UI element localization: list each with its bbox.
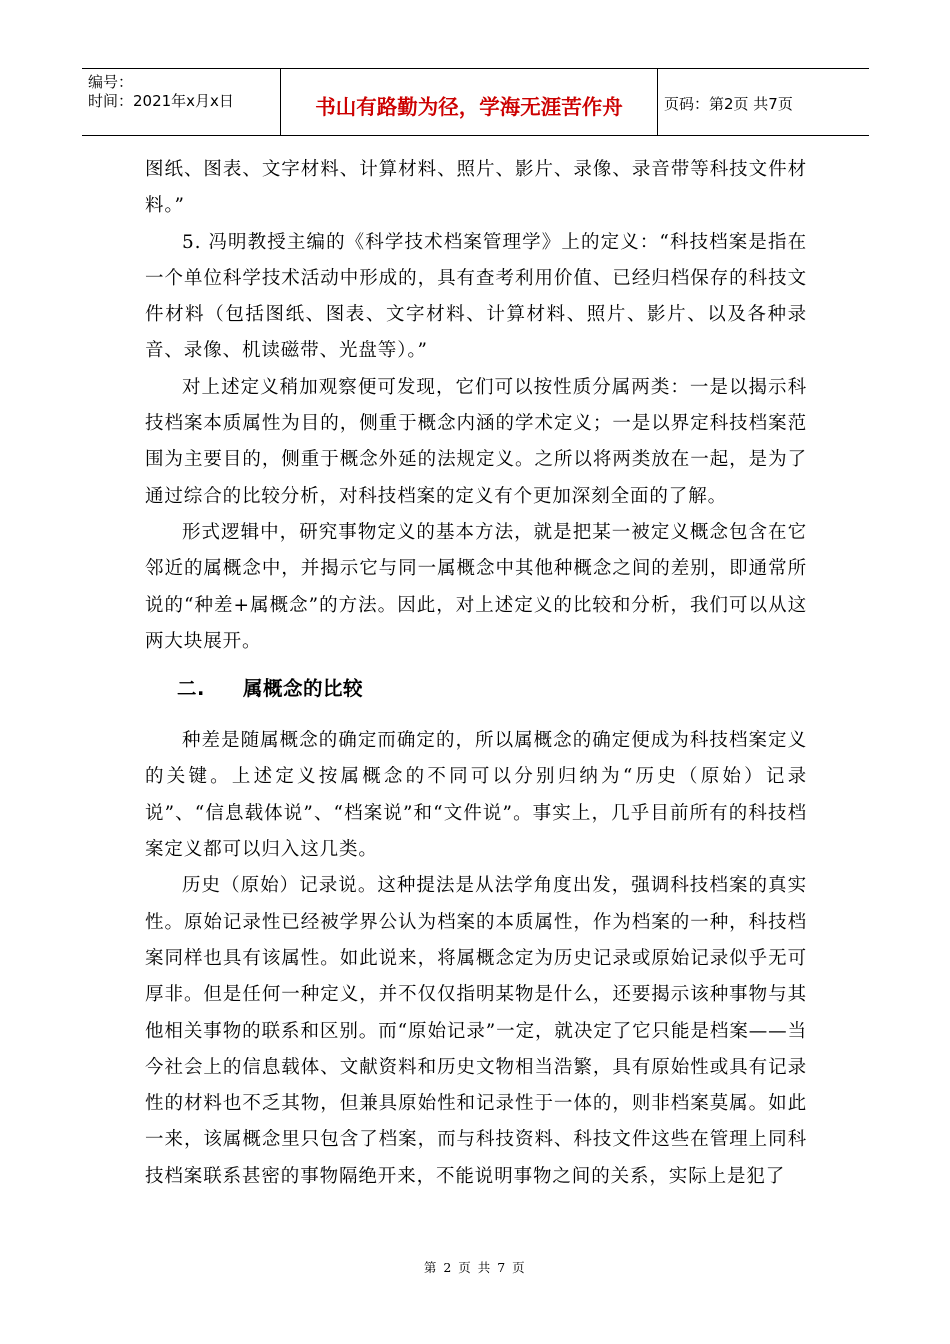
- paragraph-4: 形式逻辑中，研究事物定义的基本方法，就是把某一被定义概念包含在它邻近的属概念中，并揭示它与同一属概念中其他种概念之间的差别，即通常所说的“种差+属概念”的方法。因此，对上述定义的比较和分析，我们可以从这两大块展开。: [145, 521, 807, 652]
- paragraph-3: 对上述定义稍加观察便可发现，它们可以按性质分属两类：一是以揭示科技档案本质属性为目的，侧重于概念内涵的学术定义；一是以界定科技档案范围为主要目的，侧重于概念外延的法规定义。之所以将两类放在一起，是为了通过综合的比较分析，对科技档案的定义有个更加深刻全面的了解。: [145, 376, 807, 507]
- section-heading-text: 属概念的比较: [243, 677, 364, 701]
- header-info-cell: [82, 69, 281, 135]
- section-heading-number: 二.: [177, 677, 205, 701]
- paragraph-6: 历史（原始）记录说。这种提法是从法学角度出发，强调科技档案的真实性。原始记录性已经被学界公认为档案的本质属性，作为档案的一种，科技档案同样也具有该属性。如此说来，将属概念定为历史记录或原始记录似乎无可厚非。但是任何一种定义，并不仅仅指明某物是什么，还要揭示该种事物与其他相关事物的联系和区别。而“原始记录”一定，就决定了它只能是档案——当今社会上的信息载体、文献资料和历史文物相当浩繁，具有原始性或具有记录性的材料也不乏其物，但兼具原始性和记录性于一体的，则非档案莫属。如此一来，该属概念里只包含了档案，而与科技资料、科技文件这些在管理上同科技档案联系甚密的事物隔绝开来，不能说明事物之间的关系，实际上是犯了: [145, 875, 807, 1187]
- header-motto: 书山有路勤为径，学海无涯苦作舟: [281, 69, 658, 135]
- header-page-label: 页码：第2页 共7页: [664, 94, 793, 113]
- page-header: [82, 68, 869, 136]
- page-footer: 第 2 页 共 7 页: [423, 1260, 527, 1275]
- paragraph-1: 图纸、图表、文字材料、计算材料、照片、影片、录像、录音带等科技文件材料。”: [145, 159, 807, 217]
- section-heading: [177, 668, 807, 710]
- document-body: [145, 152, 807, 1195]
- paragraph-5: 种差是随属概念的确定而确定的，所以属概念的确定便成为科技档案定义的关键。上述定义按属概念的不同可以分别归纳为“历史（原始）记录说”、“信息载体说”、“档案说”和“文件说”。事实上，几乎目前所有的科技档案定义都可以归入这几类。: [145, 730, 807, 861]
- header-number-label: 编号：: [88, 73, 134, 91]
- paragraph-2: 5. 冯明教授主编的《科学技术档案管理学》上的定义：“科技档案是指在一个单位科学技术活动中形成的，具有查考利用价值、已经归档保存的科技文件材料（包括图纸、图表、文字材料、计算材料、照片、影片、以及各种录音、录像、机读磁带、光盘等）。”: [145, 231, 807, 362]
- header-date-label: 时间：2021年x月x日: [88, 92, 234, 110]
